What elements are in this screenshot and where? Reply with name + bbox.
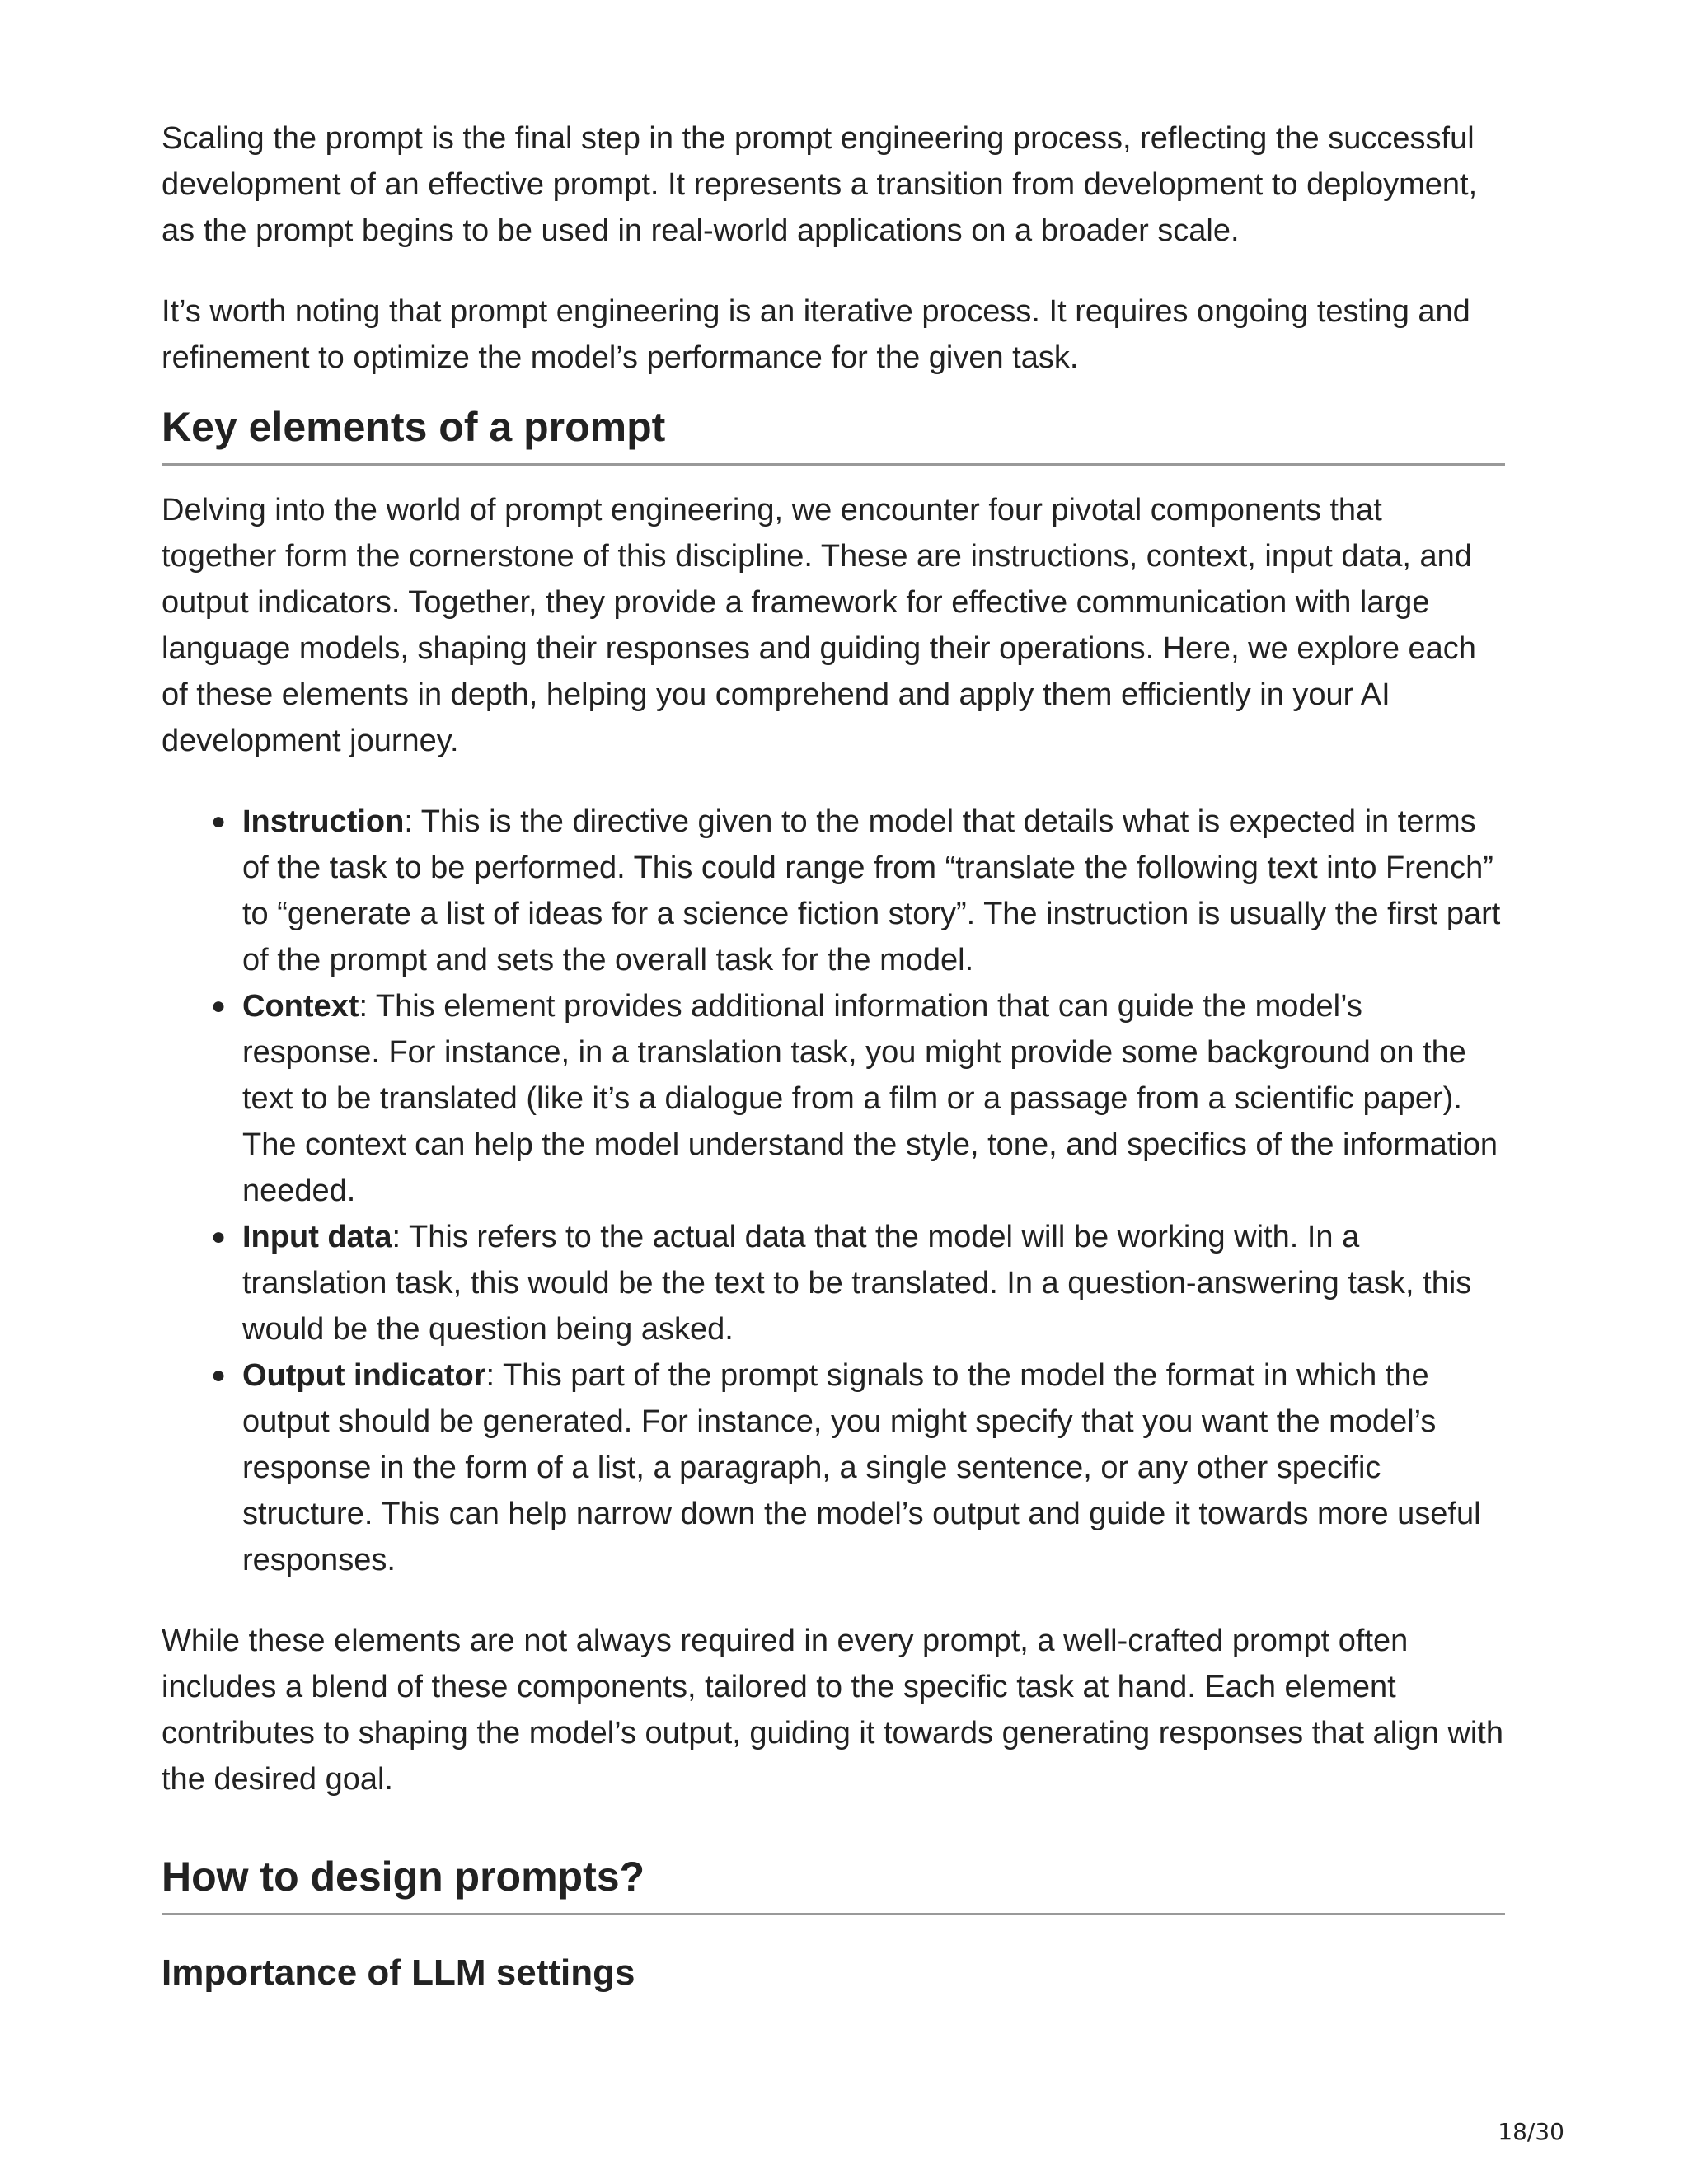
bullet-icon: ● [211, 808, 227, 835]
key-elements-closing: While these elements are not always required in every prompt, a well-crafted prompt often includes a blend of these components, tailored to the specific task at hand. Each element contributes to shaping the model’s output, guiding it towards generating responses that align with the desired goal. [162, 1624, 1503, 1797]
list-item-text: : This element provides additional information that can guide the model’s response. For instance, in a translation task, you might provide some background on the text to be translated (like it’s a dialogue from a film or a passage from a scientific paper). The context can help the model understand the style, tone, and specifics of the information needed. [242, 989, 1498, 1208]
bullet-icon: ● [211, 1223, 227, 1250]
list-item-text: : This is the directive given to the model that details what is expected in terms of the task to be performed. This could range from “translate the following text into French” to “generate a list of ideas for a science fiction story”. The instruction is usually the first part of the prompt and sets the overall task for the model. [242, 804, 1501, 977]
list-item-term: Output indicator [242, 1358, 486, 1393]
section-heading-design-prompts: How to design prompts? [162, 1852, 1505, 1915]
key-elements-list [162, 799, 1505, 1583]
list-item-term: Context [242, 989, 359, 1024]
intro-paragraph-2: It’s worth noting that prompt engineering is an iterative process. It requires ongoing testing and refinement to optimize the model’s performance for the given task. [162, 294, 1470, 375]
list-item [211, 983, 1505, 1214]
list-item [211, 1352, 1505, 1583]
intro-paragraph-1: Scaling the prompt is the final step in the prompt engineering process, reflecting the successful development of an effective prompt. It represents a transition from development to deployment, as the prompt begins to be used in real-world applications on a broader scale. [162, 121, 1478, 248]
list-item-term: Instruction [242, 804, 405, 839]
section-heading-key-elements: Key elements of a prompt [162, 402, 1505, 466]
page-number: 18/30 [1498, 2118, 1564, 2145]
bullet-icon: ● [211, 992, 227, 1019]
list-item-term: Input data [242, 1220, 392, 1254]
list-item [211, 799, 1505, 983]
list-item-text: : This part of the prompt signals to the model the format in which the output should be generated. For instance, you might specify that you want the model’s response in the form of a list, a paragraph, a single sentence, or any other specific structure. This can help narrow down the model’s output and guide it towards more useful responses. [242, 1358, 1481, 1577]
subheading-llm-settings: Importance of LLM settings [162, 1952, 635, 1993]
bullet-icon: ● [211, 1361, 227, 1389]
key-elements-intro: Delving into the world of prompt engineering, we encounter four pivotal components that together form the cornerstone of this discipline. These are instructions, context, input data, and output indicators. Together, they provide a framework for effective communication with large language models, shaping their responses and guiding their operations. Here, we explore each of these elements in depth, helping you comprehend and apply them efficiently in your AI development journey. [162, 493, 1476, 758]
document-body [162, 115, 1505, 2032]
list-item [211, 1214, 1505, 1352]
list-item-text: : This refers to the actual data that the model will be working with. In a translation task, this would be the text to be translated. In a question-answering task, this would be the question being asked. [242, 1220, 1472, 1347]
